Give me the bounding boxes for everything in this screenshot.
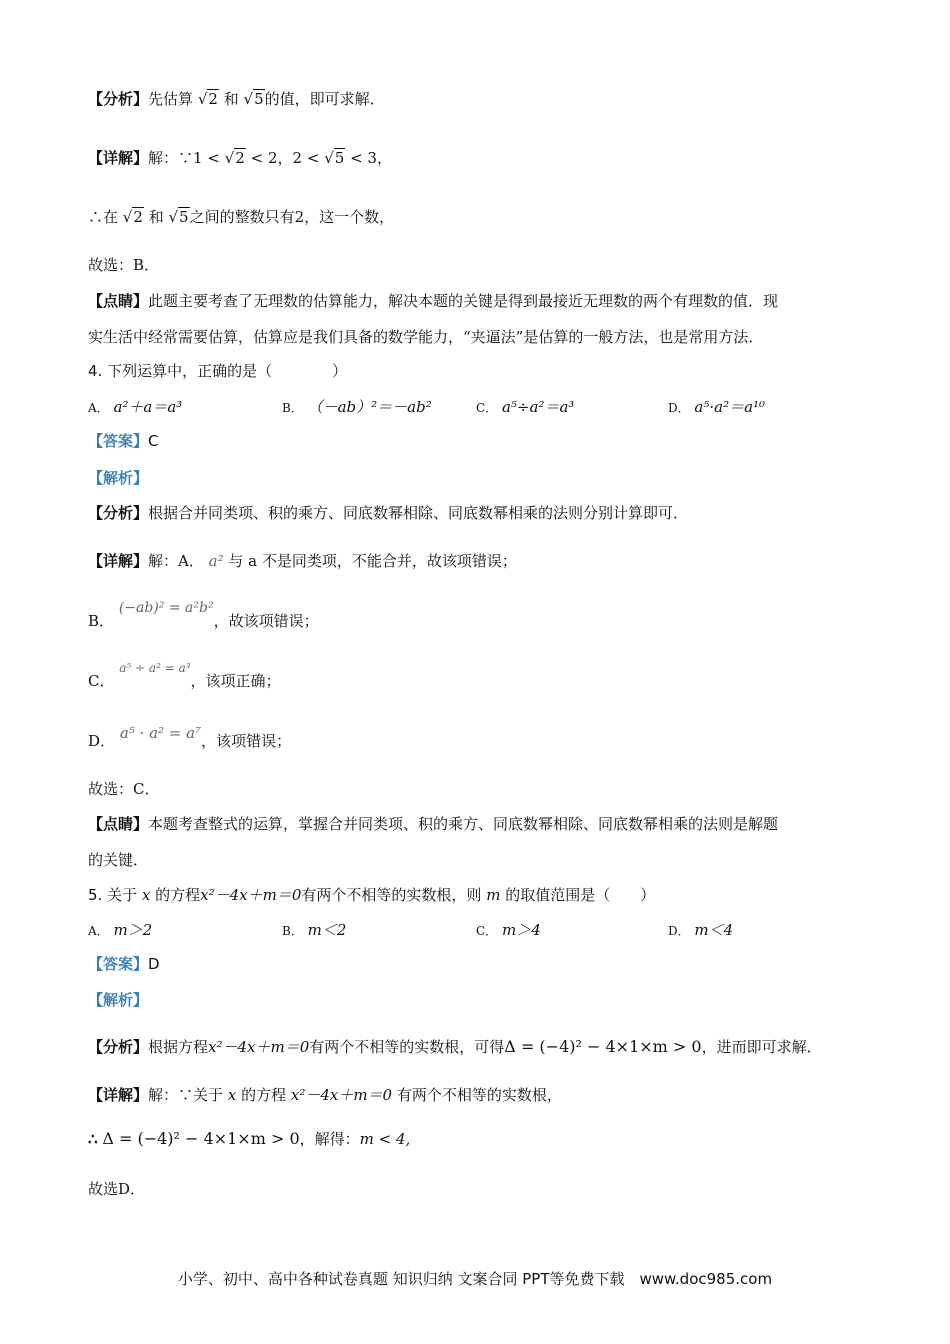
option-expr: m＞4 xyxy=(501,921,541,939)
option-d xyxy=(668,919,733,942)
option-expr: m＞2 xyxy=(113,921,153,939)
q4-analysis xyxy=(88,502,688,524)
question-number: 4. xyxy=(88,362,103,380)
analysis-text: 根据合并同类项、积的乘方、同底数幂相除、同底数幂相乘的法则分别计算即可． xyxy=(148,504,689,522)
option-label: B． xyxy=(282,401,303,415)
option-c xyxy=(476,919,541,942)
note-tag: 【点睛】 xyxy=(88,815,149,833)
comma: ， xyxy=(277,149,293,167)
detail-d-post: ，该项错误； xyxy=(201,732,292,750)
analysis-mid: 和 xyxy=(223,90,239,108)
analysis-tag: 【分析】 xyxy=(88,90,149,108)
analysis-pre: 先估算 xyxy=(148,90,194,108)
analysis-paragraph xyxy=(88,88,385,110)
question-stem: 下列运算中，正确的是（ ） xyxy=(107,362,348,380)
note-line-1 xyxy=(88,290,778,312)
option-a xyxy=(88,396,182,419)
option-expr: a⁵·a²＝a¹⁰ xyxy=(694,398,766,416)
ineq2-right: < 3 xyxy=(350,149,377,167)
detail-d-expr: a⁵ · a² = a⁷ xyxy=(119,724,202,742)
detail-c-expr: a⁵ ÷ a² = a³ xyxy=(119,661,191,675)
footer-banner: 小学、初中、高中各种试卷真题 知识归纳 文案合同 PPT等免费下载 www.doc985.com xyxy=(177,1270,773,1288)
conclusion-paragraph xyxy=(88,206,394,228)
comma: ， xyxy=(376,149,392,167)
detail-b-label: B． xyxy=(88,612,115,630)
ineq1-right: < 2 xyxy=(250,149,278,167)
answer-line xyxy=(88,953,160,975)
stem-pre: 关于 xyxy=(107,886,138,904)
q5-choose: 故选D． xyxy=(88,1180,146,1198)
option-label: C． xyxy=(476,401,498,415)
option-b xyxy=(282,396,432,419)
q5-solution xyxy=(88,1128,410,1150)
detail-c-post: ，该项正确； xyxy=(190,672,281,690)
sqrt-2: √2 xyxy=(224,149,245,167)
detail-pre: 解：∵关于 xyxy=(148,1086,224,1104)
therefore-symbol: ∴ xyxy=(88,1130,98,1148)
detail-equation: x²－4x＋m＝0 xyxy=(290,1086,393,1104)
answer-value: D xyxy=(148,955,160,973)
stem-post2: 的取值范围是（ ） xyxy=(505,886,656,904)
sqrt-2: √2 xyxy=(122,208,143,226)
option-expr: m＜4 xyxy=(694,921,734,939)
detail-mid: 的方程 xyxy=(241,1086,287,1104)
stem-equation: x²－4x＋m＝0 xyxy=(200,886,302,904)
note-line-2: 实生活中经常需要估算，估算应是我们具备的数学能力，“夹逼法”是估算的一般方法，也是常用方法． xyxy=(88,328,764,346)
sqrt-2: √2 xyxy=(197,90,218,108)
option-label: D． xyxy=(668,924,690,938)
note-text-1: 此题主要考查了无理数的估算能力，解决本题的关键是得到最接近无理数的两个有理数的值．现 xyxy=(148,292,779,310)
answer-value: C xyxy=(148,432,159,450)
option-label: A． xyxy=(88,924,109,938)
detail-a-pre: 解：A． xyxy=(148,552,204,570)
ineq2-left: 2 < xyxy=(292,149,320,167)
sqrt-5: √5 xyxy=(168,208,189,226)
therefore-text: ∴在 xyxy=(88,208,119,226)
q4-note-1 xyxy=(88,813,778,835)
detail-post: 有两个不相等的实数根， xyxy=(396,1086,562,1104)
option-label: C． xyxy=(476,924,498,938)
option-expr: （－ab）²＝－ab² xyxy=(307,398,432,416)
because-symbol: ∵ xyxy=(178,149,194,167)
question-4-stem xyxy=(88,360,347,382)
ineq1-left: 1 < xyxy=(193,149,220,167)
jiexi-tag: 【解析】 xyxy=(88,991,149,1009)
detail-x: x xyxy=(227,1086,237,1104)
option-label: D． xyxy=(668,401,690,415)
option-c xyxy=(476,396,574,419)
option-expr: a²＋a＝a³ xyxy=(113,398,183,416)
analysis-pre: 根据方程 xyxy=(148,1038,209,1056)
analysis-equation: x²－4x＋m＝0 xyxy=(208,1038,310,1056)
detail-pre: 解： xyxy=(148,149,179,167)
delta-expression: Δ = (−4)² − 4×1×m > 0 xyxy=(102,1129,300,1148)
stem-post: 有两个不相等的实数根，则 xyxy=(301,886,482,904)
detail-tag: 【详解】 xyxy=(88,552,149,570)
detail-d-label: D． xyxy=(88,732,116,750)
option-label: B． xyxy=(282,924,303,938)
answer-tag: 【答案】 xyxy=(88,955,149,973)
q5-detail xyxy=(88,1084,562,1106)
stem-x: x xyxy=(141,886,151,904)
jiexi-tag: 【解析】 xyxy=(88,469,149,487)
question-5-stem xyxy=(88,884,655,906)
answer-line xyxy=(88,430,159,452)
q4-detail-d xyxy=(88,724,292,752)
q5-analysis xyxy=(88,1036,822,1058)
detail-a-post: 与 a 不是同类项，不能合并，故该项错误； xyxy=(228,552,517,570)
analysis-post: 的值，即可求解． xyxy=(264,90,385,108)
analysis-tag: 【分析】 xyxy=(88,504,149,522)
stem-mid: 的方程 xyxy=(155,886,201,904)
analysis-mid: 有两个不相等的实数根，可得 xyxy=(309,1038,505,1056)
answer-tag: 【答案】 xyxy=(88,432,149,450)
analysis-tag: 【分析】 xyxy=(88,1038,149,1056)
detail-paragraph xyxy=(88,147,392,169)
detail-b-post: ，故该项错误； xyxy=(213,612,319,630)
q4-choose: 故选：C． xyxy=(88,780,160,798)
sqrt-5: √5 xyxy=(324,149,345,167)
option-expr: a⁵÷a²＝a³ xyxy=(501,398,575,416)
detail-a-expr: a² xyxy=(208,552,224,570)
option-expr: m＜2 xyxy=(307,921,347,939)
conclusion-post: 之间的整数只有2，这一个数， xyxy=(189,208,395,226)
option-d xyxy=(668,396,765,419)
q4-detail-b xyxy=(88,600,319,633)
q4-detail-a xyxy=(88,550,517,572)
solve-text: ，解得： xyxy=(299,1130,360,1148)
question-number: 5. xyxy=(88,886,103,904)
sqrt-5: √5 xyxy=(243,90,264,108)
option-a xyxy=(88,919,152,942)
stem-m: m xyxy=(486,886,501,904)
option-label: A． xyxy=(88,401,109,415)
conclusion-mid: 和 xyxy=(148,208,164,226)
detail-tag: 【详解】 xyxy=(88,1086,149,1104)
detail-c-label: C． xyxy=(88,672,115,690)
option-b xyxy=(282,919,346,942)
result-value: m < 4, xyxy=(359,1130,411,1148)
note-tag: 【点睛】 xyxy=(88,292,149,310)
analysis-post: ，进而即可求解． xyxy=(701,1038,822,1056)
detail-b-expr: (−ab)² = a²b² xyxy=(118,600,214,616)
choose-b: 故选：B． xyxy=(88,256,160,274)
note-text-1: 本题考查整式的运算，掌握合并同类项、积的乘方、同底数幂相除、同底数幂相乘的法则是解题 xyxy=(148,815,779,833)
detail-tag: 【详解】 xyxy=(88,149,149,167)
q4-note-2: 的关键． xyxy=(88,851,149,869)
delta-expression: Δ = (−4)² − 4×1×m > 0 xyxy=(504,1037,702,1056)
